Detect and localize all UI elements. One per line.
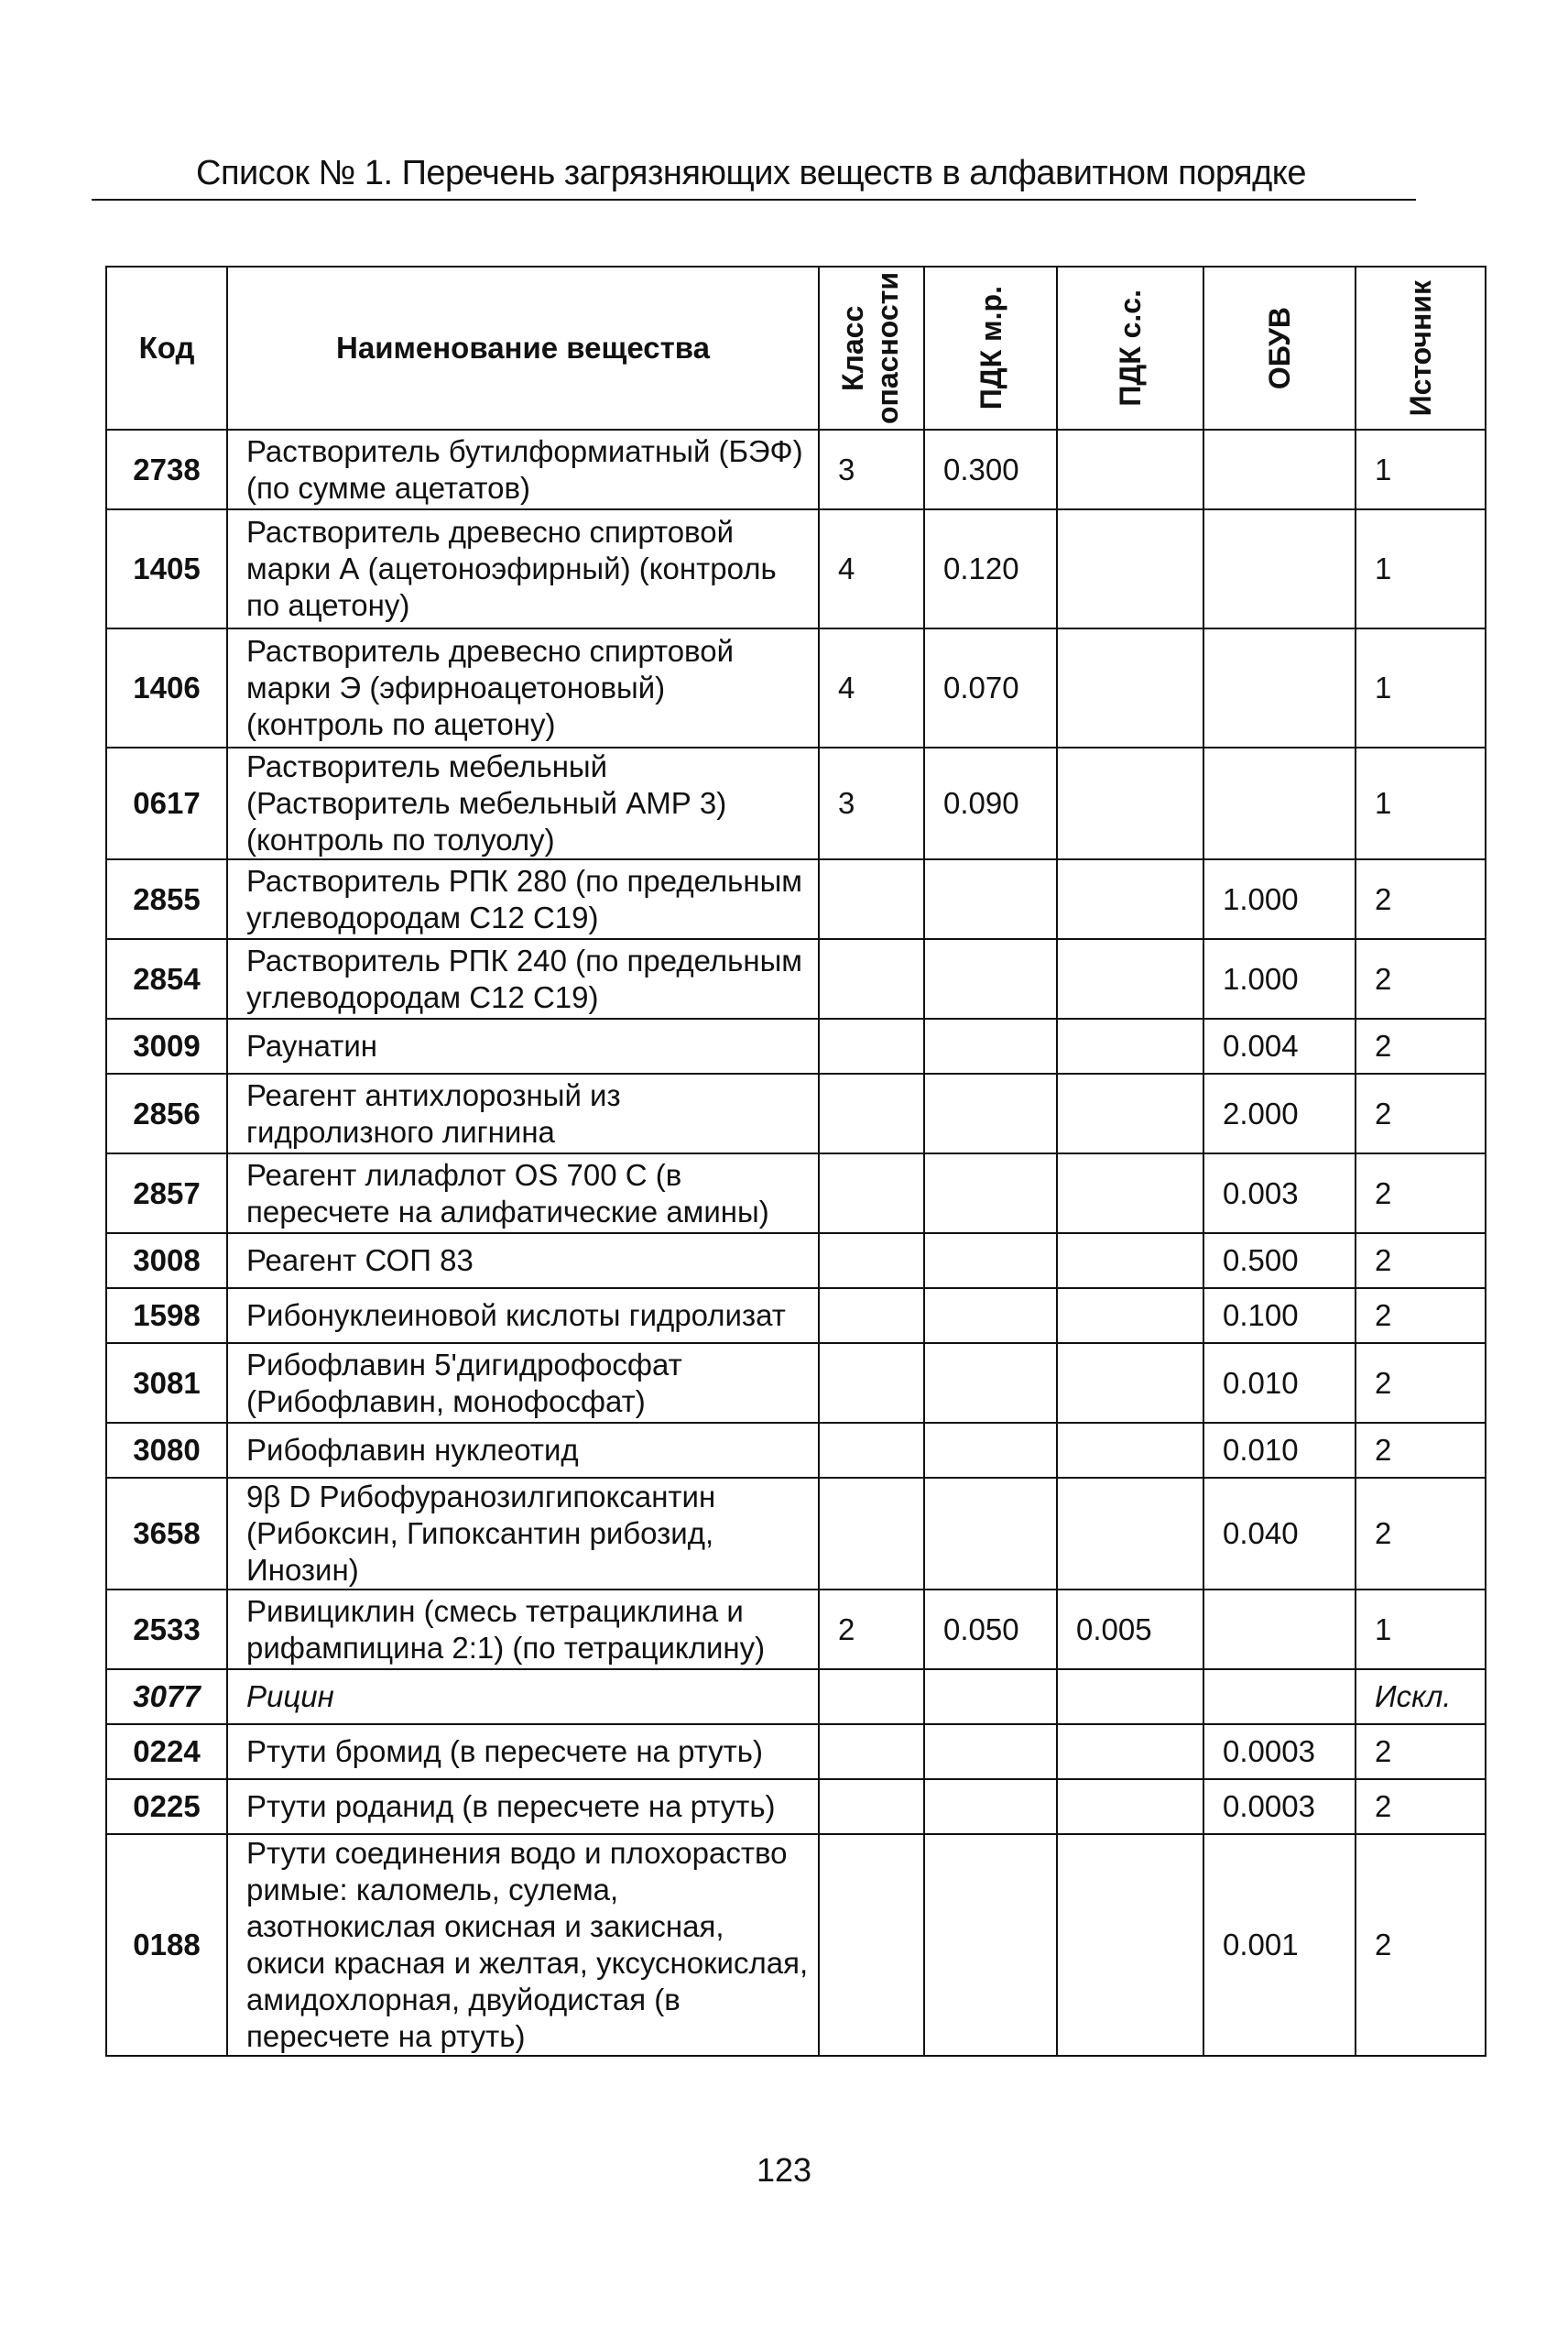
cell-pdk-ss: [1057, 1288, 1203, 1343]
cell-obuv: [1203, 1669, 1356, 1724]
cell-pdk-ss: [1057, 939, 1203, 1019]
cell-obuv: 0.040: [1203, 1478, 1356, 1590]
table-row: [106, 939, 1486, 1019]
cell-code: 0225: [106, 1779, 227, 1834]
header-name: Наименование вещества: [227, 267, 819, 430]
cell-obuv: 0.500: [1203, 1233, 1356, 1288]
header-obuv-label: ОБУВ: [1263, 306, 1296, 390]
cell-source: 2: [1356, 1724, 1486, 1779]
cell-code: 1598: [106, 1288, 227, 1343]
cell-pdk-mr: [924, 1343, 1057, 1423]
cell-code: 2854: [106, 939, 227, 1019]
cell-obuv: 0.010: [1203, 1343, 1356, 1423]
cell-pdk-mr: [924, 1074, 1057, 1153]
cell-obuv: 2.000: [1203, 1074, 1356, 1153]
cell-source: 1: [1356, 1590, 1486, 1669]
cell-pdk-mr: 0.090: [924, 748, 1057, 859]
cell-name: Растворитель РПК 240 (по предельным углеводородам C12 C19): [227, 939, 819, 1019]
cell-hazard-class: [819, 1019, 924, 1074]
cell-name: Ртути соединения водо и плохораство римые: каломель, сулема, азотнокислая окисная и закисная, окиси красная и желтая, уксуснокислая, амидохлорная, двуйодистая (в пересчете на ртуть): [227, 1834, 819, 2056]
cell-pdk-mr: [924, 939, 1057, 1019]
cell-source: 2: [1356, 1019, 1486, 1074]
cell-obuv: 0.004: [1203, 1019, 1356, 1074]
cell-source: 2: [1356, 1834, 1486, 2056]
cell-pdk-ss: [1057, 1019, 1203, 1074]
table-row: [106, 1074, 1486, 1153]
cell-obuv: [1203, 509, 1356, 628]
cell-pdk-mr: [924, 1153, 1057, 1233]
cell-hazard-class: [819, 1834, 924, 2056]
cell-name: Ривициклин (смесь тетрациклина и рифампицина 2:1) (по тетрациклину): [227, 1590, 819, 1669]
table-row: [106, 1343, 1486, 1423]
cell-pdk-ss: [1057, 748, 1203, 859]
header-source-label: Источник: [1404, 279, 1437, 417]
cell-pdk-ss: [1057, 1423, 1203, 1478]
cell-name: Реагент антихлорозный из гидролизного лигнина: [227, 1074, 819, 1153]
table-row: [106, 509, 1486, 628]
page-title: Список № 1. Перечень загрязняющих веществ в алфавитном порядке: [196, 154, 1306, 192]
cell-hazard-class: [819, 1779, 924, 1834]
cell-code: 1406: [106, 628, 227, 748]
cell-pdk-mr: 0.050: [924, 1590, 1057, 1669]
header-source: [1356, 267, 1486, 430]
cell-obuv: 0.003: [1203, 1153, 1356, 1233]
cell-pdk-ss: [1057, 1779, 1203, 1834]
cell-code: 2857: [106, 1153, 227, 1233]
cell-pdk-ss: [1057, 430, 1203, 509]
header-pdk-ss-label: ПДК с.с.: [1114, 290, 1147, 407]
cell-hazard-class: [819, 1153, 924, 1233]
cell-pdk-mr: [924, 1288, 1057, 1343]
cell-source: 2: [1356, 1779, 1486, 1834]
cell-code: 2533: [106, 1590, 227, 1669]
cell-name: Реагент лилафлот OS 700 C (в пересчете на алифатические амины): [227, 1153, 819, 1233]
cell-name: Растворитель древесно спиртовой марки А (ацетоноэфирный) (контроль по ацетону): [227, 509, 819, 628]
cell-name: Растворитель древесно спиртовой марки Э (эфирноацетоновый) (контроль по ацетону): [227, 628, 819, 748]
cell-obuv: 0.001: [1203, 1834, 1356, 2056]
cell-source: 1: [1356, 748, 1486, 859]
cell-hazard-class: [819, 1343, 924, 1423]
cell-code: 3081: [106, 1343, 227, 1423]
cell-source: Искл.: [1356, 1669, 1486, 1724]
cell-name: Рибофлавин 5'дигидрофосфат (Рибофлавин, монофосфат): [227, 1343, 819, 1423]
cell-hazard-class: [819, 1669, 924, 1724]
cell-hazard-class: 4: [819, 628, 924, 748]
cell-source: 2: [1356, 1233, 1486, 1288]
header-pdk-mr-label: ПДК м.р.: [974, 286, 1007, 410]
cell-pdk-mr: [924, 1478, 1057, 1590]
cell-obuv: 1.000: [1203, 939, 1356, 1019]
cell-pdk-ss: [1057, 1074, 1203, 1153]
page-number: 123: [756, 2151, 812, 2189]
cell-pdk-ss: [1057, 1834, 1203, 2056]
cell-obuv: [1203, 748, 1356, 859]
cell-obuv: 0.100: [1203, 1288, 1356, 1343]
cell-source: 2: [1356, 1074, 1486, 1153]
table-row: [106, 1233, 1486, 1288]
cell-code: 2738: [106, 430, 227, 509]
cell-code: 2855: [106, 859, 227, 939]
cell-source: 2: [1356, 1423, 1486, 1478]
cell-source: 1: [1356, 430, 1486, 509]
cell-pdk-ss: [1057, 1343, 1203, 1423]
cell-name: Ртути бромид (в пересчете на ртуть): [227, 1724, 819, 1779]
cell-pdk-ss: [1057, 1478, 1203, 1590]
cell-obuv: [1203, 430, 1356, 509]
cell-pdk-mr: 0.300: [924, 430, 1057, 509]
title-divider: [92, 199, 1416, 201]
cell-hazard-class: [819, 859, 924, 939]
table-row: [106, 1724, 1486, 1779]
cell-code: 3009: [106, 1019, 227, 1074]
cell-hazard-class: [819, 1478, 924, 1590]
table-row: [106, 1153, 1486, 1233]
cell-obuv: [1203, 628, 1356, 748]
cell-code: 2856: [106, 1074, 227, 1153]
cell-source: 2: [1356, 939, 1486, 1019]
table-row: [106, 1669, 1486, 1724]
cell-name: Рибофлавин нуклеотид: [227, 1423, 819, 1478]
substances-table: [105, 266, 1486, 2057]
cell-code: 0617: [106, 748, 227, 859]
cell-name: Рицин: [227, 1669, 819, 1724]
cell-pdk-mr: [924, 1233, 1057, 1288]
cell-pdk-mr: [924, 1724, 1057, 1779]
table-row: [106, 430, 1486, 509]
cell-pdk-ss: 0.005: [1057, 1590, 1203, 1669]
cell-hazard-class: 3: [819, 748, 924, 859]
cell-name: Растворитель мебельный (Растворитель мебельный АМР 3) (контроль по толуолу): [227, 748, 819, 859]
cell-hazard-class: [819, 1074, 924, 1153]
cell-pdk-mr: [924, 1423, 1057, 1478]
cell-source: 1: [1356, 628, 1486, 748]
header-hazard-class-label: Класс опасности: [835, 271, 904, 425]
cell-pdk-ss: [1057, 1669, 1203, 1724]
cell-pdk-mr: [924, 1779, 1057, 1834]
cell-code: 3008: [106, 1233, 227, 1288]
table-row: [106, 1288, 1486, 1343]
cell-source: 2: [1356, 1478, 1486, 1590]
header-obuv: [1203, 267, 1356, 430]
header-code: Код: [106, 267, 227, 430]
cell-name: Ртути роданид (в пересчете на ртуть): [227, 1779, 819, 1834]
cell-name: Растворитель бутилформиатный (БЭФ) (по сумме ацетатов): [227, 430, 819, 509]
table-row: [106, 1478, 1486, 1590]
table-row: [106, 1590, 1486, 1669]
cell-pdk-mr: 0.120: [924, 509, 1057, 628]
cell-source: 2: [1356, 1288, 1486, 1343]
cell-hazard-class: [819, 1423, 924, 1478]
cell-source: 1: [1356, 509, 1486, 628]
cell-pdk-mr: [924, 859, 1057, 939]
cell-code: 3077: [106, 1669, 227, 1724]
cell-code: 3080: [106, 1423, 227, 1478]
header-pdk-ss: [1057, 267, 1203, 430]
cell-name: Раунатин: [227, 1019, 819, 1074]
cell-hazard-class: [819, 1724, 924, 1779]
cell-name: 9β D Рибофуранозилгипоксантин (Рибоксин, Гипоксантин рибозид, Инозин): [227, 1478, 819, 1590]
cell-pdk-ss: [1057, 628, 1203, 748]
cell-pdk-ss: [1057, 509, 1203, 628]
cell-pdk-ss: [1057, 1153, 1203, 1233]
cell-pdk-mr: 0.070: [924, 628, 1057, 748]
cell-code: 3658: [106, 1478, 227, 1590]
cell-name: Реагент СОП 83: [227, 1233, 819, 1288]
cell-obuv: 0.010: [1203, 1423, 1356, 1478]
header-hazard-class: [819, 267, 924, 430]
table-row: [106, 1019, 1486, 1074]
cell-pdk-mr: [924, 1669, 1057, 1724]
cell-code: 0224: [106, 1724, 227, 1779]
cell-source: 2: [1356, 1343, 1486, 1423]
table-row: [106, 859, 1486, 939]
cell-obuv: 0.0003: [1203, 1779, 1356, 1834]
cell-code: 1405: [106, 509, 227, 628]
cell-source: 2: [1356, 1153, 1486, 1233]
cell-name: Растворитель РПК 280 (по предельным углеводородам C12 C19): [227, 859, 819, 939]
cell-code: 0188: [106, 1834, 227, 2056]
table-row: [106, 628, 1486, 748]
cell-pdk-mr: [924, 1834, 1057, 2056]
cell-hazard-class: 2: [819, 1590, 924, 1669]
table-row: [106, 1834, 1486, 2056]
table-row: [106, 1423, 1486, 1478]
cell-hazard-class: 4: [819, 509, 924, 628]
cell-hazard-class: 3: [819, 430, 924, 509]
header-pdk-mr: [924, 267, 1057, 430]
cell-hazard-class: [819, 1233, 924, 1288]
cell-hazard-class: [819, 1288, 924, 1343]
cell-pdk-ss: [1057, 859, 1203, 939]
table-row: [106, 1779, 1486, 1834]
table-header-row: [106, 267, 1486, 430]
table-row: [106, 748, 1486, 859]
cell-obuv: 1.000: [1203, 859, 1356, 939]
cell-pdk-ss: [1057, 1233, 1203, 1288]
cell-obuv: 0.0003: [1203, 1724, 1356, 1779]
cell-source: 2: [1356, 859, 1486, 939]
cell-hazard-class: [819, 939, 924, 1019]
cell-name: Рибонуклеиновой кислоты гидролизат: [227, 1288, 819, 1343]
cell-obuv: [1203, 1590, 1356, 1669]
cell-pdk-ss: [1057, 1724, 1203, 1779]
cell-pdk-mr: [924, 1019, 1057, 1074]
